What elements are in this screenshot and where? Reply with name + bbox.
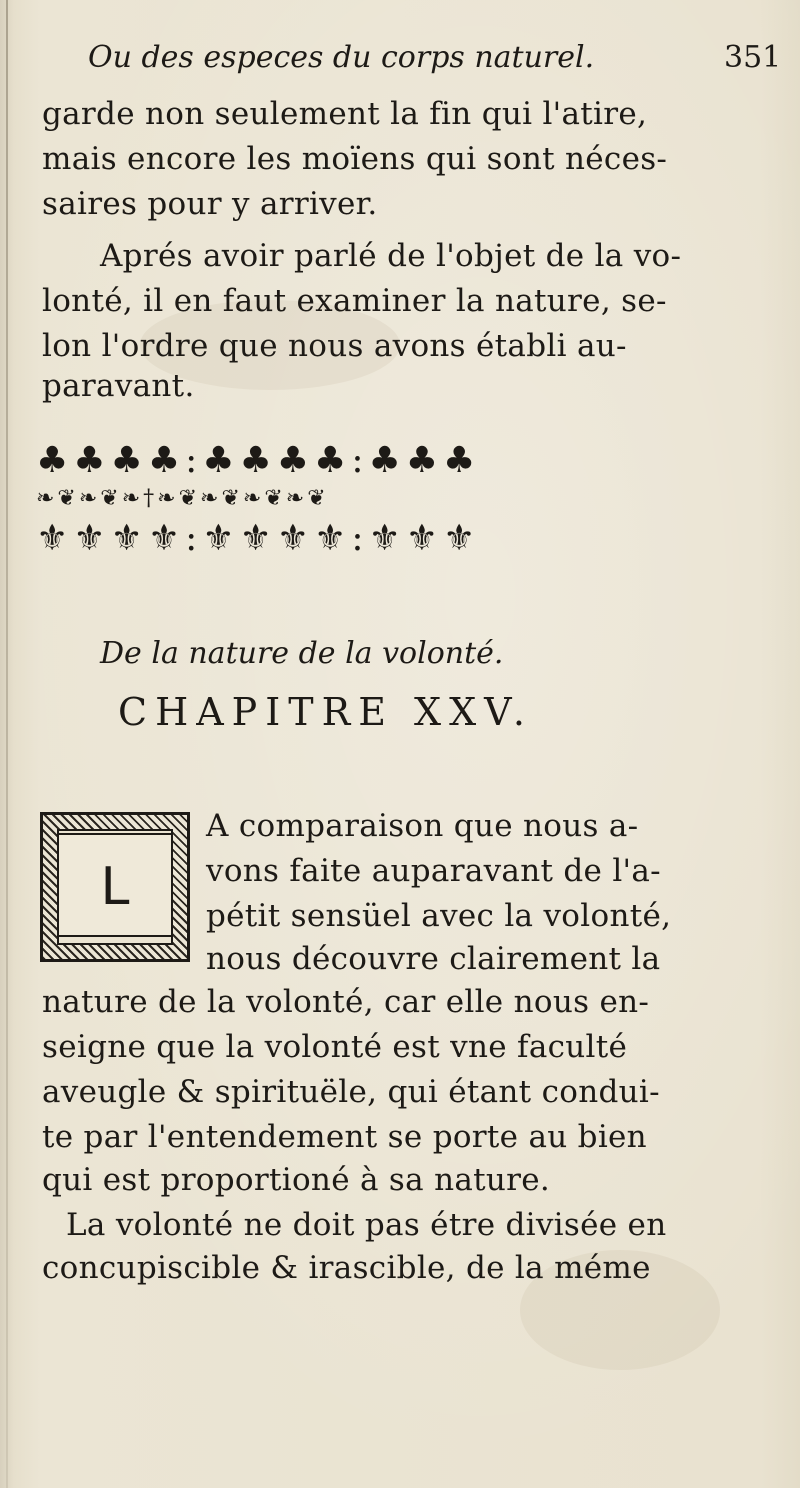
text-line: saires pour y arriver.	[42, 186, 378, 222]
chapter-heading: CHAPITRE XXV.	[118, 690, 533, 734]
text-line: pétit sensüel avec la volonté,	[206, 898, 672, 934]
drop-cap-letter: L	[100, 857, 130, 917]
text-line: te par l'entendement se porte au bien	[42, 1119, 647, 1155]
text-line: aveugle & spirituële, qui étant condui-	[42, 1074, 660, 1110]
text-line: nous découvre clairement la	[206, 941, 661, 977]
running-head-title: Ou des especes du corps naturel.	[88, 40, 595, 75]
text-line: Aprés avoir parlé de l'objet de la vo-	[100, 238, 682, 274]
text-line: La volonté ne doit pas étre divisée en	[66, 1207, 667, 1243]
text-line: nature de la volonté, car elle nous en-	[42, 984, 650, 1020]
page-number: 351	[724, 40, 782, 75]
text-line: mais encore les moïens qui sont néces-	[42, 141, 668, 177]
text-line: lon l'ordre que nous avons établi au-	[42, 328, 627, 364]
drop-cap	[40, 812, 190, 962]
text-line: seigne que la volonté est vne faculté	[42, 1029, 628, 1065]
ornament-row: ❧❦❧❦❧†❧❦❧❦❧❦❧❦	[36, 486, 329, 511]
text-line: vons faite auparavant de l'a-	[206, 853, 661, 889]
text-line: lonté, il en faut examiner la nature, se-	[42, 283, 667, 319]
gutter-edge	[6, 0, 8, 1488]
printers-ornament	[36, 440, 726, 580]
text-line: qui est proportioné à sa nature.	[42, 1162, 551, 1198]
ornament-row: ♣♣♣♣:♣♣♣♣:♣♣♣	[36, 440, 481, 481]
section-title: De la nature de la volonté.	[100, 636, 504, 671]
running-head	[88, 40, 728, 75]
text-line: paravant.	[42, 368, 195, 404]
text-line: A comparaison que nous a-	[206, 808, 639, 844]
ornament-row: ⚜⚜⚜⚜:⚜⚜⚜⚜:⚜⚜⚜	[36, 518, 481, 559]
text-line: concupiscible & irascible, de la méme	[42, 1250, 651, 1286]
text-line: garde non seulement la fin qui l'atire,	[42, 96, 648, 132]
